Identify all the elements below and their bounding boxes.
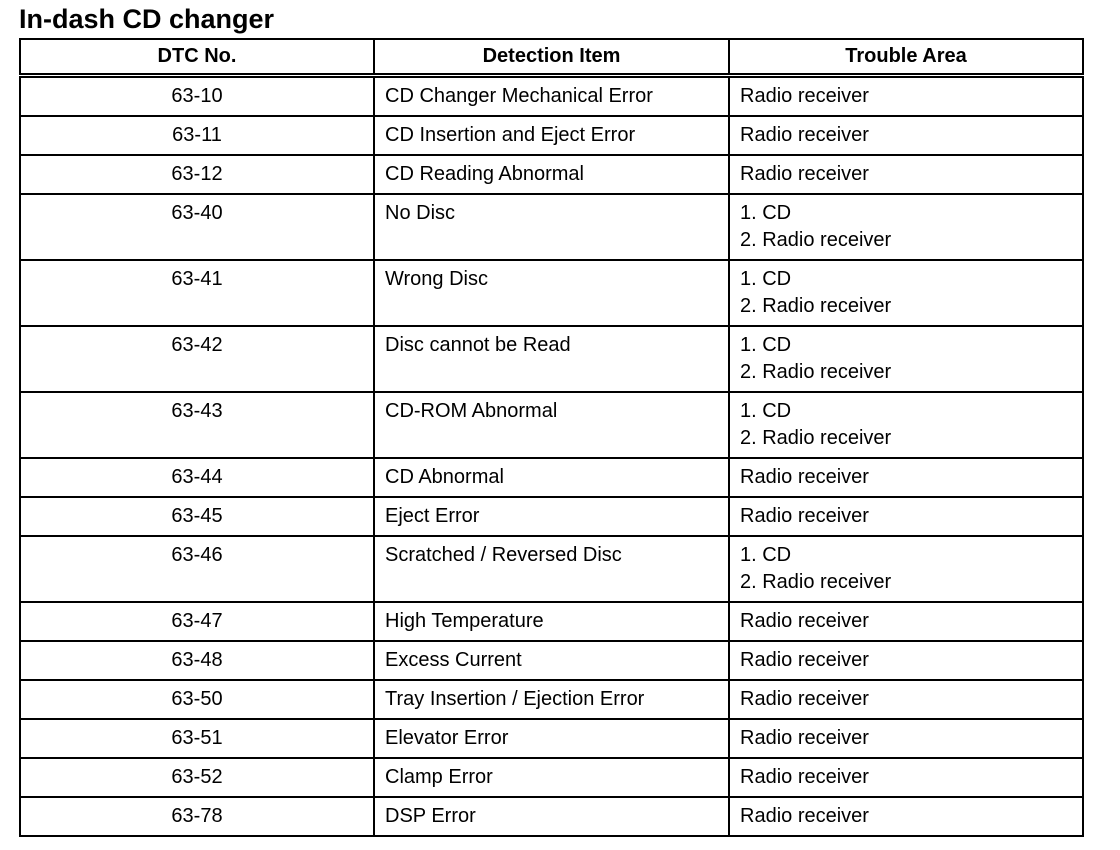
detection-item-cell: Wrong Disc bbox=[374, 260, 729, 326]
dtc-code-cell: 63-11 bbox=[20, 116, 374, 155]
table-row bbox=[20, 458, 1083, 497]
trouble-area-cell bbox=[729, 536, 1083, 602]
dtc-code-cell: 63-47 bbox=[20, 602, 374, 641]
table-row bbox=[20, 497, 1083, 536]
table-row bbox=[20, 602, 1083, 641]
table-body bbox=[20, 76, 1083, 837]
trouble-area-cell bbox=[729, 392, 1083, 458]
trouble-area-cell bbox=[729, 758, 1083, 797]
dtc-code-cell: 63-51 bbox=[20, 719, 374, 758]
detection-item-cell: Disc cannot be Read bbox=[374, 326, 729, 392]
dtc-code-cell: 63-42 bbox=[20, 326, 374, 392]
trouble-area-cell bbox=[729, 719, 1083, 758]
detection-item-cell: CD Changer Mechanical Error bbox=[374, 76, 729, 117]
header-dtc-no: DTC No. bbox=[20, 39, 374, 76]
trouble-area-cell bbox=[729, 194, 1083, 260]
detection-item-cell: Excess Current bbox=[374, 641, 729, 680]
dtc-code-cell: 63-41 bbox=[20, 260, 374, 326]
trouble-area-cell bbox=[729, 458, 1083, 497]
detection-item-cell: Elevator Error bbox=[374, 719, 729, 758]
trouble-area-line: Radio receiver bbox=[740, 610, 869, 632]
trouble-area-line: Radio receiver bbox=[740, 727, 869, 749]
trouble-area-line: 1. CD bbox=[740, 400, 792, 422]
dtc-code-cell: 63-46 bbox=[20, 536, 374, 602]
detection-item-cell: Eject Error bbox=[374, 497, 729, 536]
detection-item-cell: Scratched / Reversed Disc bbox=[374, 536, 729, 602]
trouble-area-cell bbox=[729, 797, 1083, 836]
trouble-area-line: 1. CD bbox=[740, 268, 792, 290]
trouble-area-line: 1. CD bbox=[740, 202, 792, 224]
table-row bbox=[20, 680, 1083, 719]
trouble-area-cell bbox=[729, 260, 1083, 326]
dtc-code-cell: 63-40 bbox=[20, 194, 374, 260]
dtc-table bbox=[19, 38, 1084, 837]
trouble-area-line: 2. Radio receiver bbox=[740, 229, 892, 251]
trouble-area-line: 2. Radio receiver bbox=[740, 361, 892, 383]
table-header-row bbox=[20, 39, 1083, 76]
dtc-code-cell: 63-10 bbox=[20, 76, 374, 117]
trouble-area-cell bbox=[729, 497, 1083, 536]
dtc-code-cell: 63-78 bbox=[20, 797, 374, 836]
dtc-code-cell: 63-43 bbox=[20, 392, 374, 458]
table-row bbox=[20, 641, 1083, 680]
table-row bbox=[20, 536, 1083, 602]
table-row bbox=[20, 719, 1083, 758]
table-row bbox=[20, 797, 1083, 836]
dtc-code-cell: 63-50 bbox=[20, 680, 374, 719]
table-row bbox=[20, 194, 1083, 260]
detection-item-cell: CD Abnormal bbox=[374, 458, 729, 497]
trouble-area-line: Radio receiver bbox=[740, 649, 869, 671]
table-row bbox=[20, 116, 1083, 155]
detection-item-cell: DSP Error bbox=[374, 797, 729, 836]
dtc-code-cell: 63-52 bbox=[20, 758, 374, 797]
page-title: In-dash CD changer bbox=[19, 4, 275, 34]
trouble-area-line: Radio receiver bbox=[740, 124, 869, 146]
trouble-area-cell bbox=[729, 76, 1083, 117]
table-row bbox=[20, 758, 1083, 797]
trouble-area-line: 1. CD bbox=[740, 334, 792, 356]
table-row bbox=[20, 260, 1083, 326]
trouble-area-line: 2. Radio receiver bbox=[740, 427, 892, 449]
trouble-area-line: Radio receiver bbox=[740, 85, 869, 107]
dtc-code-cell: 63-48 bbox=[20, 641, 374, 680]
trouble-area-line: 2. Radio receiver bbox=[740, 571, 892, 593]
trouble-area-cell bbox=[729, 680, 1083, 719]
trouble-area-line: Radio receiver bbox=[740, 505, 869, 527]
table-row bbox=[20, 392, 1083, 458]
table-row bbox=[20, 76, 1083, 117]
detection-item-cell: High Temperature bbox=[374, 602, 729, 641]
trouble-area-line: Radio receiver bbox=[740, 688, 869, 710]
trouble-area-line: Radio receiver bbox=[740, 805, 869, 827]
detection-item-cell: Clamp Error bbox=[374, 758, 729, 797]
trouble-area-cell bbox=[729, 155, 1083, 194]
detection-item-cell: CD Insertion and Eject Error bbox=[374, 116, 729, 155]
detection-item-cell: Tray Insertion / Ejection Error bbox=[374, 680, 729, 719]
detection-item-cell: No Disc bbox=[374, 194, 729, 260]
trouble-area-cell bbox=[729, 116, 1083, 155]
header-detection-item: Detection Item bbox=[374, 39, 729, 76]
trouble-area-line: 2. Radio receiver bbox=[740, 295, 892, 317]
header-trouble-area: Trouble Area bbox=[729, 39, 1083, 76]
dtc-code-cell: 63-12 bbox=[20, 155, 374, 194]
dtc-code-cell: 63-44 bbox=[20, 458, 374, 497]
trouble-area-line: Radio receiver bbox=[740, 163, 869, 185]
trouble-area-cell bbox=[729, 326, 1083, 392]
detection-item-cell: CD Reading Abnormal bbox=[374, 155, 729, 194]
table-row bbox=[20, 155, 1083, 194]
trouble-area-cell bbox=[729, 602, 1083, 641]
trouble-area-line: Radio receiver bbox=[740, 766, 869, 788]
dtc-code-cell: 63-45 bbox=[20, 497, 374, 536]
trouble-area-line: 1. CD bbox=[740, 544, 792, 566]
trouble-area-cell bbox=[729, 641, 1083, 680]
trouble-area-line: Radio receiver bbox=[740, 466, 869, 488]
table-row bbox=[20, 326, 1083, 392]
detection-item-cell: CD-ROM Abnormal bbox=[374, 392, 729, 458]
